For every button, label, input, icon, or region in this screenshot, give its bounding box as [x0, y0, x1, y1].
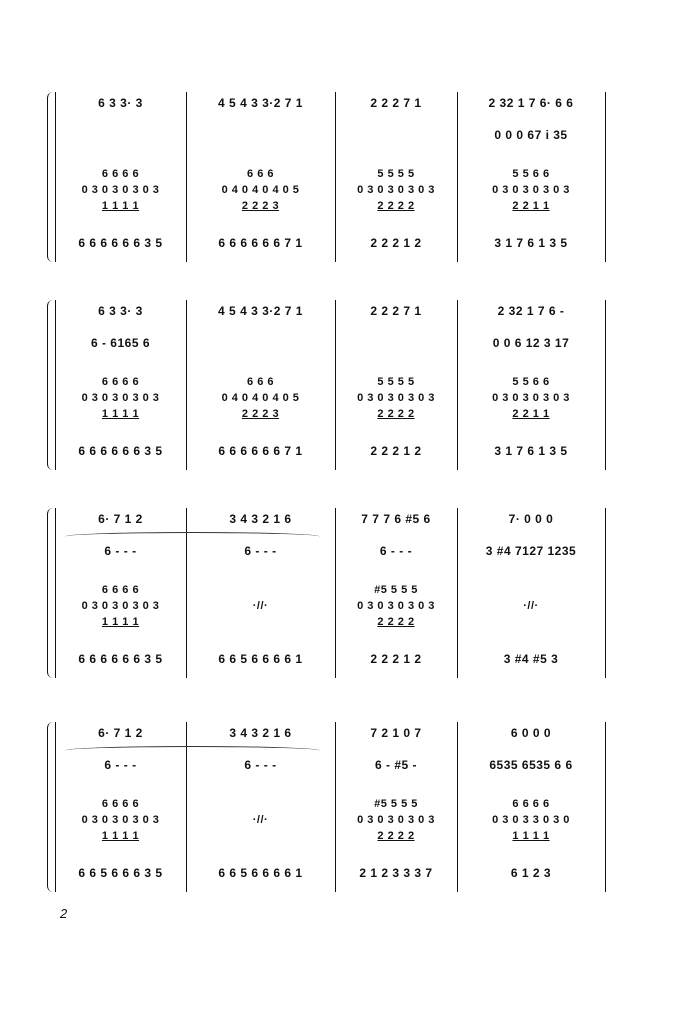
- chord-line: 2 2 1 1: [512, 200, 550, 212]
- chord-line: 1 1 1 1: [101, 616, 140, 628]
- measure-notes: 7 7 7 6 #5 6: [361, 512, 431, 526]
- tie-arc: [65, 746, 320, 755]
- measure-notes: 2 2 2 1 2: [370, 652, 422, 666]
- measure-notes: [339, 124, 453, 146]
- measure-notes: 3 #4 #5 3: [503, 652, 559, 666]
- chord-row: [55, 582, 620, 636]
- staff-row: [55, 232, 620, 254]
- chord-line: 0 3 0 3 0 3 0 3: [81, 392, 160, 404]
- chord-line: 2 2 1 1: [512, 408, 550, 420]
- measure-notes: 7 2 1 0 7: [370, 726, 422, 740]
- chord-measure: [59, 374, 182, 428]
- chord-line: 0 3 0 3 0 3 0 3: [357, 184, 435, 196]
- score-system: [55, 300, 620, 470]
- measure-notes: 0 0 6 12 3 17: [492, 336, 570, 350]
- measure-notes: 6 3 3· 3: [98, 96, 143, 110]
- chord-measure: [59, 166, 182, 220]
- chord-line: 2 2 2 2: [377, 830, 415, 842]
- chord-line: 6 6 6 6: [101, 798, 140, 810]
- chord-line: 6 6 6 6: [512, 798, 550, 810]
- measure-notes: [190, 124, 331, 146]
- chord-line: 0 3 0 3 0 3 0 3: [81, 600, 160, 612]
- chord-line: 0 3 0 3 0 3 0 3: [81, 184, 160, 196]
- chord-line: 2 2 2 2: [377, 616, 415, 628]
- page-number: 2: [60, 906, 68, 921]
- measure-notes: 2 1 2 3 3 3 7: [359, 866, 433, 880]
- chord-line: 5 5 6 6: [512, 168, 550, 180]
- chord-line: [190, 614, 331, 630]
- chord-line: [461, 582, 601, 598]
- chord-line: 2 2 2 2: [377, 408, 415, 420]
- score-system: [55, 92, 620, 262]
- chord-line: [190, 582, 331, 598]
- chord-line: 0 3 0 3 0 3 0 3: [492, 184, 570, 196]
- measure-notes: 6 6 6 6 6 6 3 5: [78, 236, 163, 250]
- chord-line: 6 6 6 6: [101, 584, 140, 596]
- chord-line: 6 6 6: [247, 168, 274, 180]
- chord-row: [55, 796, 620, 850]
- measure-notes: 3 #4 7127 1235: [485, 544, 577, 558]
- score-system: [55, 722, 620, 892]
- measure-notes: 2 32 1 7 6· 6 6: [488, 96, 574, 110]
- chord-line: 0 4 0 4 0 4 0 5: [221, 392, 300, 404]
- chord-line: 0 3 0 3 0 3 0 3: [357, 814, 435, 826]
- chord-line: 5 5 5 5: [377, 376, 415, 388]
- chord-measure: [339, 582, 453, 636]
- measure-notes: 6 1 2 3: [510, 866, 552, 880]
- chord-line: 0 3 0 3 0 3 0 3: [357, 392, 435, 404]
- chord-line: 6 6 6 6: [101, 376, 140, 388]
- chord-measure: [339, 166, 453, 220]
- staff-row: [55, 124, 620, 146]
- measure-notes: 3 4 3 2 1 6: [229, 726, 292, 740]
- measure-notes: 6535 6535 6 6: [489, 758, 573, 772]
- chord-measure: [59, 582, 182, 636]
- chord-line: 0 3 0 3 3 0 3 0: [492, 814, 570, 826]
- measure-notes: 6 - - -: [104, 544, 137, 558]
- chord-line: 2 2 2 2: [377, 200, 415, 212]
- measure-notes: 2 32 1 7 6 -: [497, 304, 565, 318]
- chord-measure: [339, 374, 453, 428]
- score-system: [55, 508, 620, 678]
- staff-row: [55, 754, 620, 776]
- tie-arc: [65, 532, 320, 541]
- measure-notes: 6 - #5 -: [374, 758, 417, 772]
- measure-notes: 6 6 6 6 6 6 3 5: [78, 444, 163, 458]
- chord-line: 0 3 0 3 0 3 0 3: [357, 600, 435, 612]
- measure-notes: 7· 0 0 0: [508, 512, 554, 526]
- chord-line: 6 6 6: [247, 376, 274, 388]
- chord-line: 2 2 2 3: [241, 200, 280, 212]
- chord-line: 6 6 6 6: [101, 168, 140, 180]
- chord-line: 5 5 6 6: [512, 376, 550, 388]
- measure-notes: 6 6 6 6 6 6 7 1: [218, 444, 303, 458]
- measure-notes: 6 6 6 6 6 6 3 5: [78, 652, 163, 666]
- chord-line: 0 4 0 4 0 4 0 5: [221, 184, 300, 196]
- measure-notes: 6 6 5 6 6 6 6 1: [218, 866, 303, 880]
- staff-row: [55, 862, 620, 884]
- measure-notes: 3 1 7 6 1 3 5: [494, 236, 568, 250]
- chord-measure: [461, 582, 601, 636]
- chord-measure: [461, 796, 601, 850]
- chord-line: [190, 828, 331, 844]
- chord-measure: [190, 582, 331, 636]
- staff-row: [55, 332, 620, 354]
- staff-row: [55, 92, 620, 114]
- measure-notes: 2 2 2 1 2: [370, 444, 422, 458]
- chord-line: [190, 796, 331, 812]
- chord-line: 1 1 1 1: [101, 408, 140, 420]
- measure-notes: 2 2 2 7 1: [370, 304, 422, 318]
- chord-line: 5 5 5 5: [377, 168, 415, 180]
- chord-line: #5 5 5 5: [374, 584, 418, 596]
- measure-notes: 2 2 2 1 2: [370, 236, 422, 250]
- measure-notes: 6 0 0 0: [510, 726, 552, 740]
- chord-line: 1 1 1 1: [101, 830, 140, 842]
- chord-row: [55, 166, 620, 220]
- chord-measure: [190, 166, 331, 220]
- chord-measure: [59, 796, 182, 850]
- measure-notes: [339, 332, 453, 354]
- measure-notes: 6 - 6165 6: [90, 336, 151, 350]
- chord-measure: [461, 166, 601, 220]
- staff-row: [55, 300, 620, 322]
- chord-line: 0 3 0 3 0 3 0 3: [492, 392, 570, 404]
- chord-line: [461, 614, 601, 630]
- staff-row: [55, 648, 620, 670]
- measure-notes: 2 2 2 7 1: [370, 96, 422, 110]
- measure-notes: 3 1 7 6 1 3 5: [494, 444, 568, 458]
- measure-notes: 6 - - -: [379, 544, 413, 558]
- chord-measure: [461, 374, 601, 428]
- measure-notes: 3 4 3 2 1 6: [229, 512, 292, 526]
- measure-notes: 6 6 5 6 6 6 6 1: [218, 652, 303, 666]
- measure-notes: 0 0 0 67 i 35: [494, 128, 568, 142]
- chord-line: 2 2 2 3: [241, 408, 280, 420]
- measure-notes: 6· 7 1 2: [98, 512, 143, 526]
- chord-line: 1 1 1 1: [101, 200, 140, 212]
- measure-notes: 6· 7 1 2: [98, 726, 143, 740]
- measure-notes: 6 3 3· 3: [98, 304, 143, 318]
- measure-notes: 6 - - -: [244, 544, 277, 558]
- chord-measure: [339, 796, 453, 850]
- staff-row: [55, 508, 620, 530]
- chord-line: #5 5 5 5: [374, 798, 418, 810]
- measure-notes: 4 5 4 3 3·2 7 1: [218, 304, 303, 318]
- chord-measure: [190, 796, 331, 850]
- chord-row: [55, 374, 620, 428]
- chord-line: 1 1 1 1: [512, 830, 550, 842]
- measure-notes: 4 5 4 3 3·2 7 1: [218, 96, 303, 110]
- chord-line: 0 3 0 3 0 3 0 3: [81, 814, 160, 826]
- chord-line: ·//·: [523, 600, 539, 612]
- staff-row: [55, 440, 620, 462]
- measure-notes: 6 - - -: [244, 758, 277, 772]
- chord-measure: [190, 374, 331, 428]
- measure-notes: 6 - - -: [104, 758, 137, 772]
- measure-notes: 6 6 6 6 6 6 7 1: [218, 236, 303, 250]
- chord-line: ·//·: [252, 600, 269, 612]
- staff-row: [55, 722, 620, 744]
- measure-notes: 6 6 5 6 6 6 3 5: [78, 866, 163, 880]
- measure-notes: [59, 124, 182, 146]
- measure-notes: [190, 332, 331, 354]
- staff-row: [55, 540, 620, 562]
- chord-line: ·//·: [252, 814, 269, 826]
